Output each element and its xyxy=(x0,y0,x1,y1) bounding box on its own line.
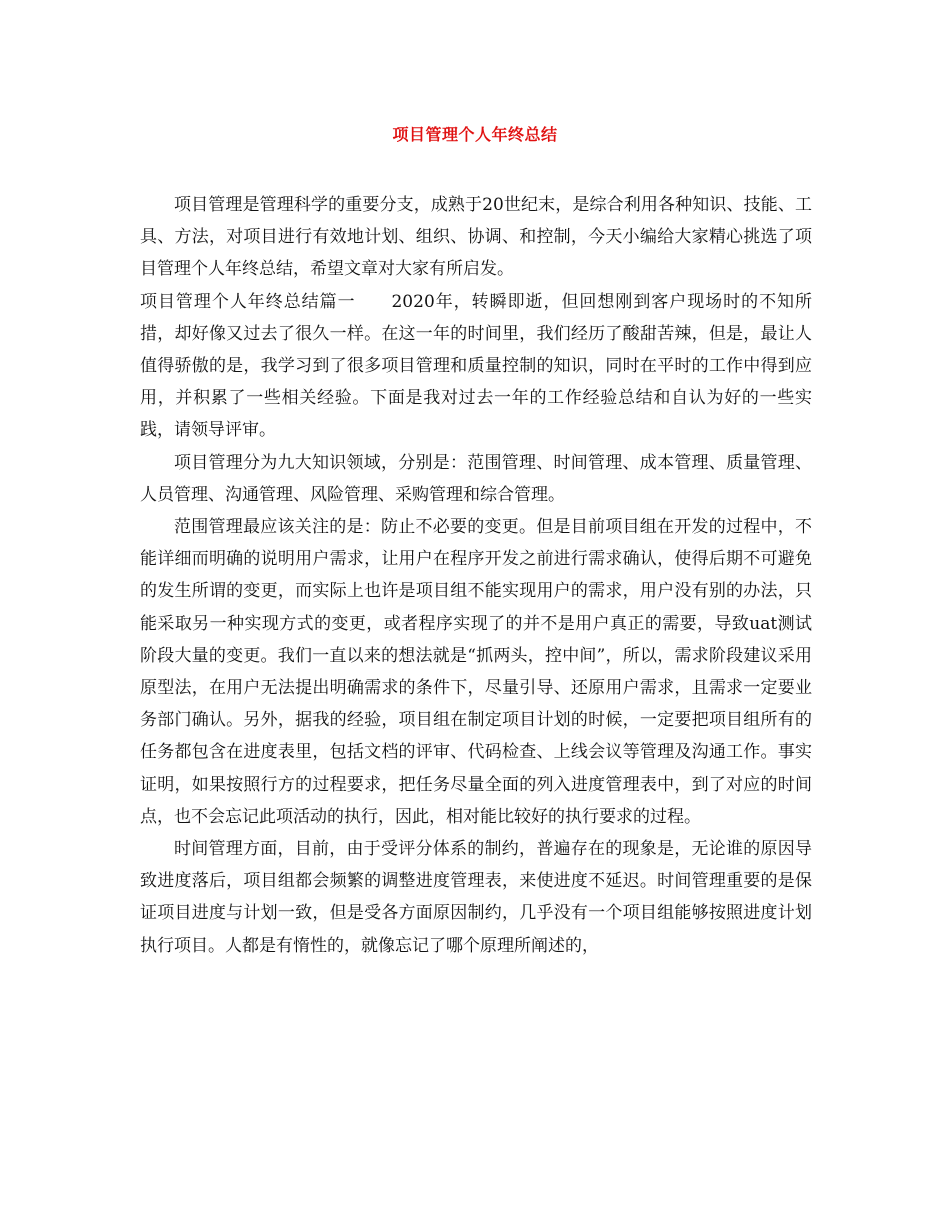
paragraph-scope-management: 范围管理最应该关注的是：防止不必要的变更。但是目前项目组在开发的过程中，不能详细而明确的说明用户需求，让用户在程序开发之前进行需求确认，使得后期不可避免的发生所谓的变更，而实际上也许是项目组不能实现用户的需求，用户没有别的办法，只能采取另一种实现方式的变更，或者程序实现了的并不是用户真正的需要，导致uat测试阶段大量的变更。我们一直以来的想法就是“抓两头，控中间”，所以，需求阶段建议采用原型法，在用户无法提出明确需求的条件下，尽量引导、还原用户需求，且需求一定要业务部门确认。另外，据我的经验，项目组在制定项目计划的时候，一定要把项目组所有的任务都包含在进度表里，包括文档的评审、代码检查、上线会议等管理及沟通工作。事实证明，如果按照行方的过程要求，把任务尽量全面的列入进度管理表中，到了对应的时间点，也不会忘记此项活动的执行，因此，相对能比较好的执行要求的过程。 xyxy=(140,517,812,827)
paragraph-section-one: 项目管理个人年终总结篇一 2020年，转瞬即逝，但回想刚到客户现场时的不知所措，却好像又过去了很久一样。在这一年的时间里，我们经历了酸甜苦辣，但是，最让人值得骄傲的是，我学习到了很多项目管理和质量控制的知识，同时在平时的工作中得到应用，并积累了一些相关经验。下面是我对过去一年的工作经验总结和自认为好的一些实践，请领导评审。 xyxy=(140,291,812,441)
paragraph-knowledge-areas: 项目管理分为九大知识领域，分别是：范围管理、时间管理、成本管理、质量管理、人员管理、沟通管理、风险管理、采购管理和综合管理。 xyxy=(140,452,812,505)
document-title: 项目管理个人年终总结 xyxy=(392,125,558,144)
paragraph-time-management: 时间管理方面，目前，由于受评分体系的制约，普遍存在的现象是，无论谁的原因导致进度落后，项目组都会频繁的调整进度管理表，来使进度不延迟。时间管理重要的是保证项目进度与计划一致，但是受各方面原因制约，几乎没有一个项目组能够按照进度计划执行项目。人都是有惰性的，就像忘记了哪个原理所阐述的， xyxy=(140,839,812,956)
document-body xyxy=(140,189,812,962)
paragraph-intro: 项目管理是管理科学的重要分支，成熟于20世纪末，是综合利用各种知识、技能、工具、方法，对项目进行有效地计划、组织、协调、和控制，今天小编给大家精心挑选了项目管理个人年终总结，希望文章对大家有所启发。 xyxy=(140,195,812,280)
